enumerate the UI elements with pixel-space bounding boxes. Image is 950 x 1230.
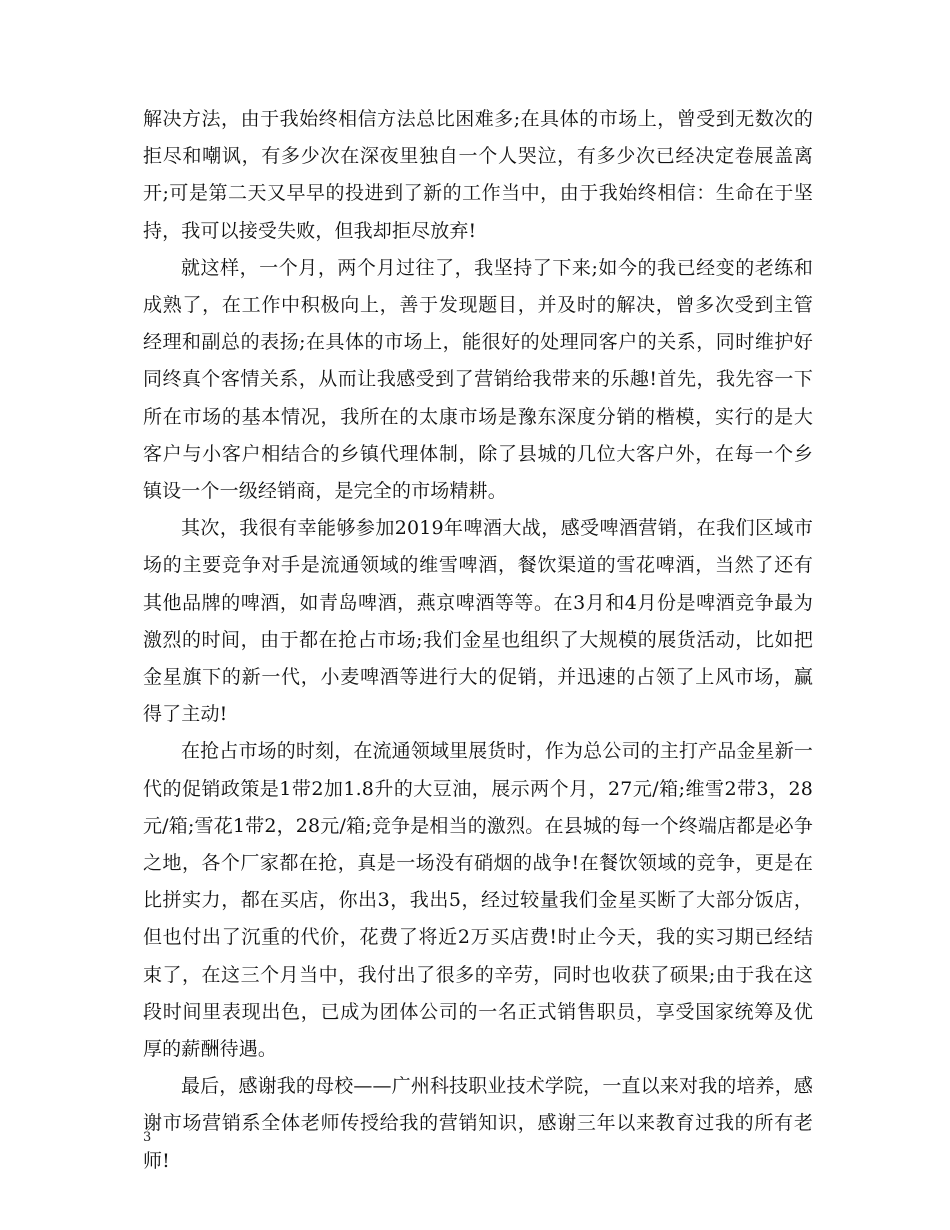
page-number: 3 xyxy=(143,1130,152,1145)
paragraph-2: 就这样，一个月，两个月过往了，我坚持了下来;如今的我已经变的老练和成熟了，在工作中积极向上，善于发现题目，并及时的解决，曾多次受到主管经理和副总的表扬;在具体的市场上，能很好的处理同客户的关系，同时维护好同终真个客情关系，从而让我感受到了营销给我带来的乐趣!首先，我先容一下所在市场的基本情况，我所在的太康市场是豫东深度分销的楷模，实行的是大客户与小客户相结合的乡镇代理体制，除了县城的几位大客户外，在每一个乡镇设一个一级经销商，是完全的市场精耕。 xyxy=(143,256,813,503)
paragraph-4: 在抢占市场的时刻，在流通领域里展货时，作为总公司的主打产品金星新一代的促销政策是1带2加1.8升的大豆油，展示两个月，27元/箱;维雪2带3，28元/箱;雪花1带2，28元/箱;竞争是相当的激烈。在县城的每一个终端店都是必争之地，各个厂家都在抢，真是一场没有硝烟的战争!在餐饮领域的竞争，更是在比拼实力，都在买店，你出3，我出5，经过较量我们金星买断了大部分饭店，但也付出了沉重的代价，花费了将近2万买店费!时止今天，我的实习期已经结束了，在这三个月当中，我付出了很多的辛劳，同时也收获了硕果;由于我在这段时间里表现出色，已成为团体公司的一名正式销售职员，享受国家统筹及优厚的薪酬待遇。 xyxy=(143,740,813,1061)
paragraph-1: 解决方法，由于我始终相信方法总比困难多;在具体的市场上，曾受到无数次的拒尽和嘲讽，有多少次在深夜里独自一个人哭泣，有多少次已经决定卷展盖离开;可是第二天又早早的投进到了新的工作当中，由于我始终相信：生命在于坚持，我可以接受失败，但我却拒尽放弃! xyxy=(143,108,813,242)
document-body xyxy=(143,101,813,1180)
paragraph-3: 其次，我很有幸能够参加2019年啤酒大战，感受啤酒营销，在我们区域市场的主要竞争对手是流通领域的维雪啤酒，餐饮渠道的雪花啤酒，当然了还有其他品牌的啤酒，如青岛啤酒，燕京啤酒等等。在3月和4月份是啤酒竞争最为激烈的时间，由于都在抢占市场;我们金星也组织了大规模的展货活动，比如把金星旗下的新一代，小麦啤酒等进行大的促销，并迅速的占领了上风市场，赢得了主动! xyxy=(143,517,813,726)
paragraph-5: 最后，感谢我的母校——广州科技职业技术学院，一直以来对我的培养，感谢市场营销系全体老师传授给我的营销知识，感谢三年以来教育过我的所有老师! xyxy=(143,1075,813,1172)
